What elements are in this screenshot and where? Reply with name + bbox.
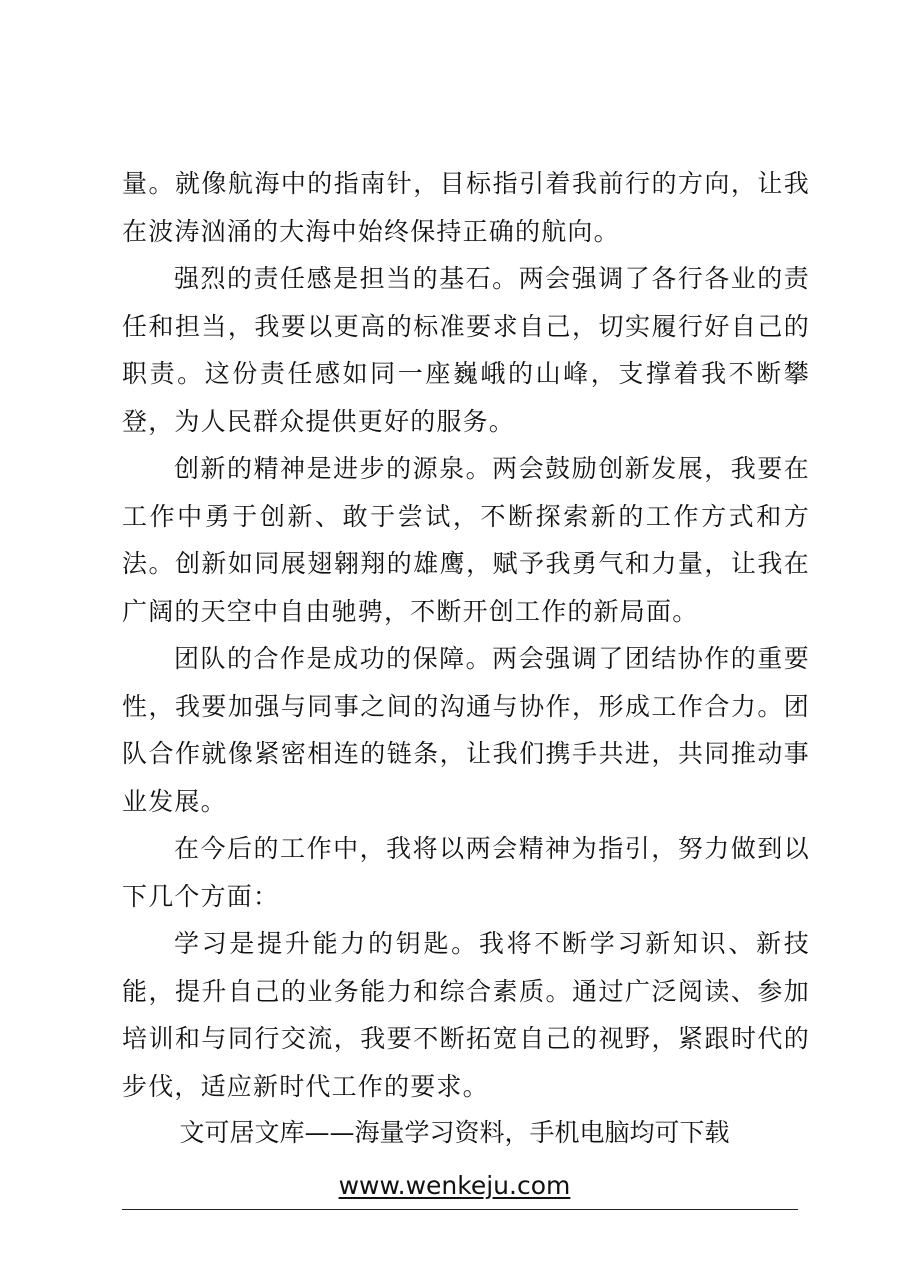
paragraph-continuation: 量。就像航海中的指南针，目标指引着我前行的方向，让我在波涛汹涌的大海中始终保持正确的航向。 (122, 169, 810, 246)
footer-url-link[interactable]: www.wenkeju.com (338, 1171, 571, 1200)
paragraph-responsibility: 强烈的责任感是担当的基石。两会强调了各行各业的责任和担当，我要以更高的标准要求自己，切实履行好自己的职责。这份责任感如同一座巍峨的山峰，支撑着我不断攀登，为人民群众提供更好的服务。 (122, 264, 810, 436)
footer-divider (122, 1209, 798, 1210)
paragraph-future-work: 在今后的工作中，我将以两会精神为指引，努力做到以下几个方面： (122, 834, 810, 911)
paragraph-teamwork: 团队的合作是成功的保障。两会强调了团结协作的重要性，我要加强与同事之间的沟通与协作，形成工作合力。团队合作就像紧密相连的链条，让我们携手共进，共同推动事业发展。 (122, 644, 810, 816)
paragraph-innovation: 创新的精神是进步的源泉。两会鼓励创新发展，我要在工作中勇于创新、敢于尝试，不断探索新的工作方式和方法。创新如同展翅翱翔的雄鹰，赋予我勇气和力量，让我在广阔的天空中自由驰骋，不断开创工作的新局面。 (122, 454, 810, 626)
paragraph-learning: 学习是提升能力的钥匙。我将不断学习新知识、新技能，提升自己的业务能力和综合素质。通过广泛阅读、参加培训和与同行交流，我要不断拓宽自己的视野，紧跟时代的步伐，适应新时代工作的要求。 (122, 929, 810, 1101)
document-body (122, 160, 810, 1110)
footer-title: 文可居文库——海量学习资料，手机电脑均可下载 (179, 1118, 730, 1147)
